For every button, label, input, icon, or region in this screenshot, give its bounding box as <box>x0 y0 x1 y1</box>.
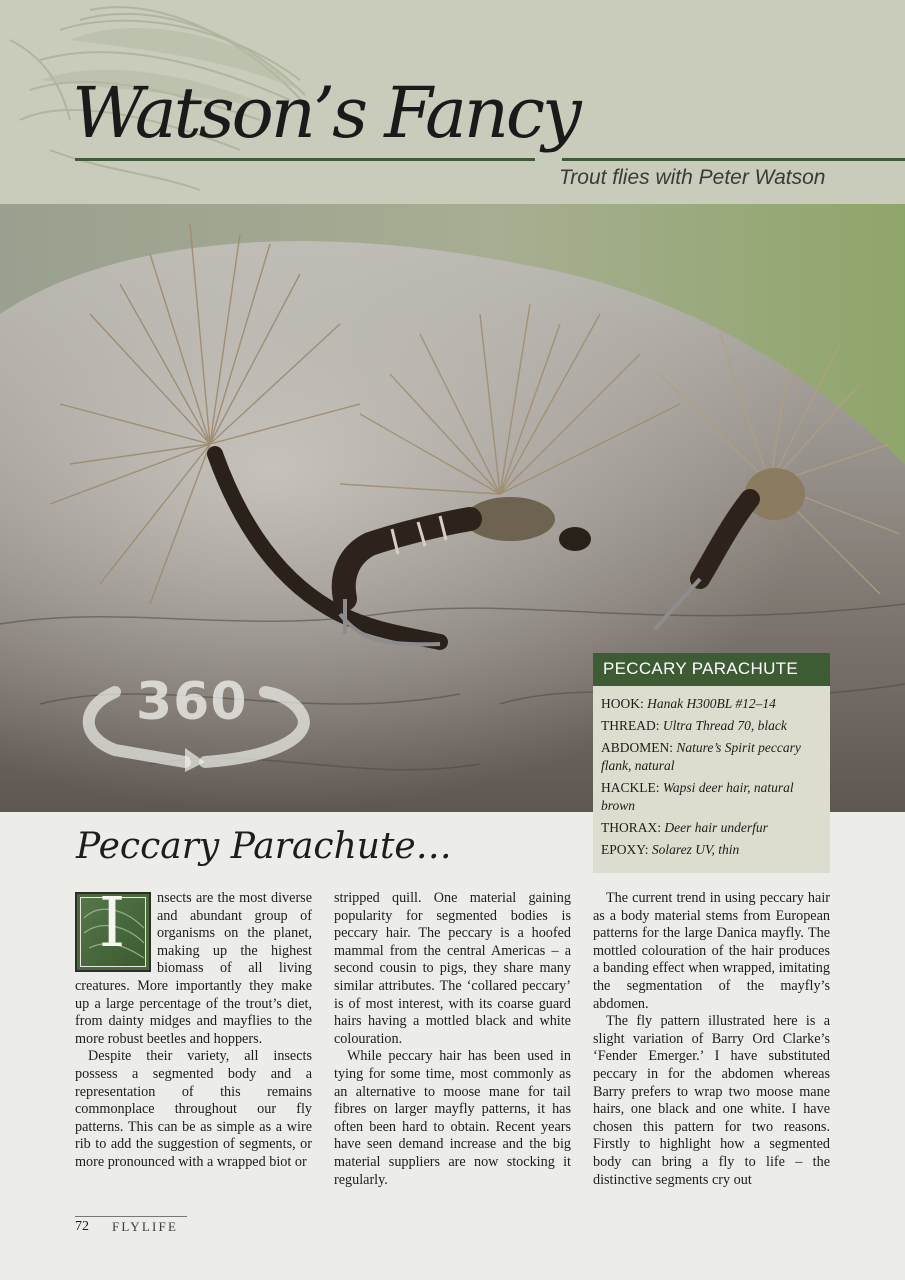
recipe-item-abdomen: ABDOMEN: Nature’s Spirit peccary flank, natural <box>601 740 801 773</box>
recipe-item-thorax: THORAX: Deer hair underfur <box>601 820 768 835</box>
drop-cap <box>75 892 151 972</box>
magazine-brand: FLYLIFE <box>112 1219 179 1234</box>
page-title: Watson’s Fancy <box>72 72 579 154</box>
recipe-item-epoxy: EPOXY: Solarez UV, thin <box>601 842 740 857</box>
paragraph: nsects are the most diverse and abundant group of organisms on the planet, making up the highest biomass of all living creatures. More importantly they make up a large percentage of the trout’s diet, from dainty midges and mayflies to the more robust beetles and hoppers. <box>75 890 312 1047</box>
recipe-item-hackle: HACKLE: Wapsi deer hair, natural brown <box>601 780 794 813</box>
title-rule <box>562 158 905 161</box>
badge-360-label: 360 <box>136 672 248 732</box>
page-number: 72 <box>75 1219 89 1234</box>
drop-cap-letter: I <box>98 892 126 963</box>
title-rule <box>75 158 535 161</box>
page-subtitle: Trout flies with Peter Watson <box>559 166 826 189</box>
paragraph: stripped quill. One material gaining popularity for segmented bodies is peccary hair. The peccary is a hoofed mammal from the central Americas – a second cousin to pigs, they share many similar attributes. The ‘collared peccary’ is of most interest, with its coarse guard hairs having a mottled black and white colouration. <box>334 890 571 1047</box>
recipe-box <box>593 653 830 873</box>
paragraph: Despite their variety, all insects possess a segmented body and a representation of this remains commonplace throughout our fly patterns. This can be as simple as a wire rib to add the suggestion of segments, or more pronounced with a wrapped biot or <box>75 1048 312 1170</box>
article-column-2 <box>334 890 571 1189</box>
article-title: Peccary Parachute… <box>76 826 452 867</box>
header-band <box>0 0 905 204</box>
paragraph: The fly pattern illustrated here is a slight variation of Barry Ord Clarke’s ‘Fender Emerger.’ I have substituted peccary in for the abdomen whereas Barry prefers to wrap two moose mane hairs, one black and one white. I have chosen this pattern for two reasons. Firstly to highlight how a segmented body can bring a fly to life – the distinctive segments cry out <box>593 1013 830 1188</box>
paragraph: While peccary hair has been used in tying for some time, most commonly as an alternative to moose mane for tail fibres on larger mayfly patterns, it has often been hard to obtain. Recent years have seen demand increase and the big material suppliers are now stocking it regularly. <box>334 1048 571 1188</box>
article-column-3 <box>593 890 830 1189</box>
recipe-item-thread: THREAD: Ultra Thread 70, black <box>601 718 787 733</box>
paragraph: The current trend in using peccary hair as a body material stems from European patterns for the large Danica mayfly. The mottled colouration of the hair produces a banding effect when wrapped, imitating the segmentation of the mayfly’s abdomen. <box>593 890 830 1012</box>
recipe-item-hook: HOOK: Hanak H300BL #12–14 <box>601 696 776 711</box>
footer-rule <box>75 1216 187 1217</box>
article-column-1 <box>75 890 312 1172</box>
recipe-title: PECCARY PARACHUTE <box>593 653 830 686</box>
